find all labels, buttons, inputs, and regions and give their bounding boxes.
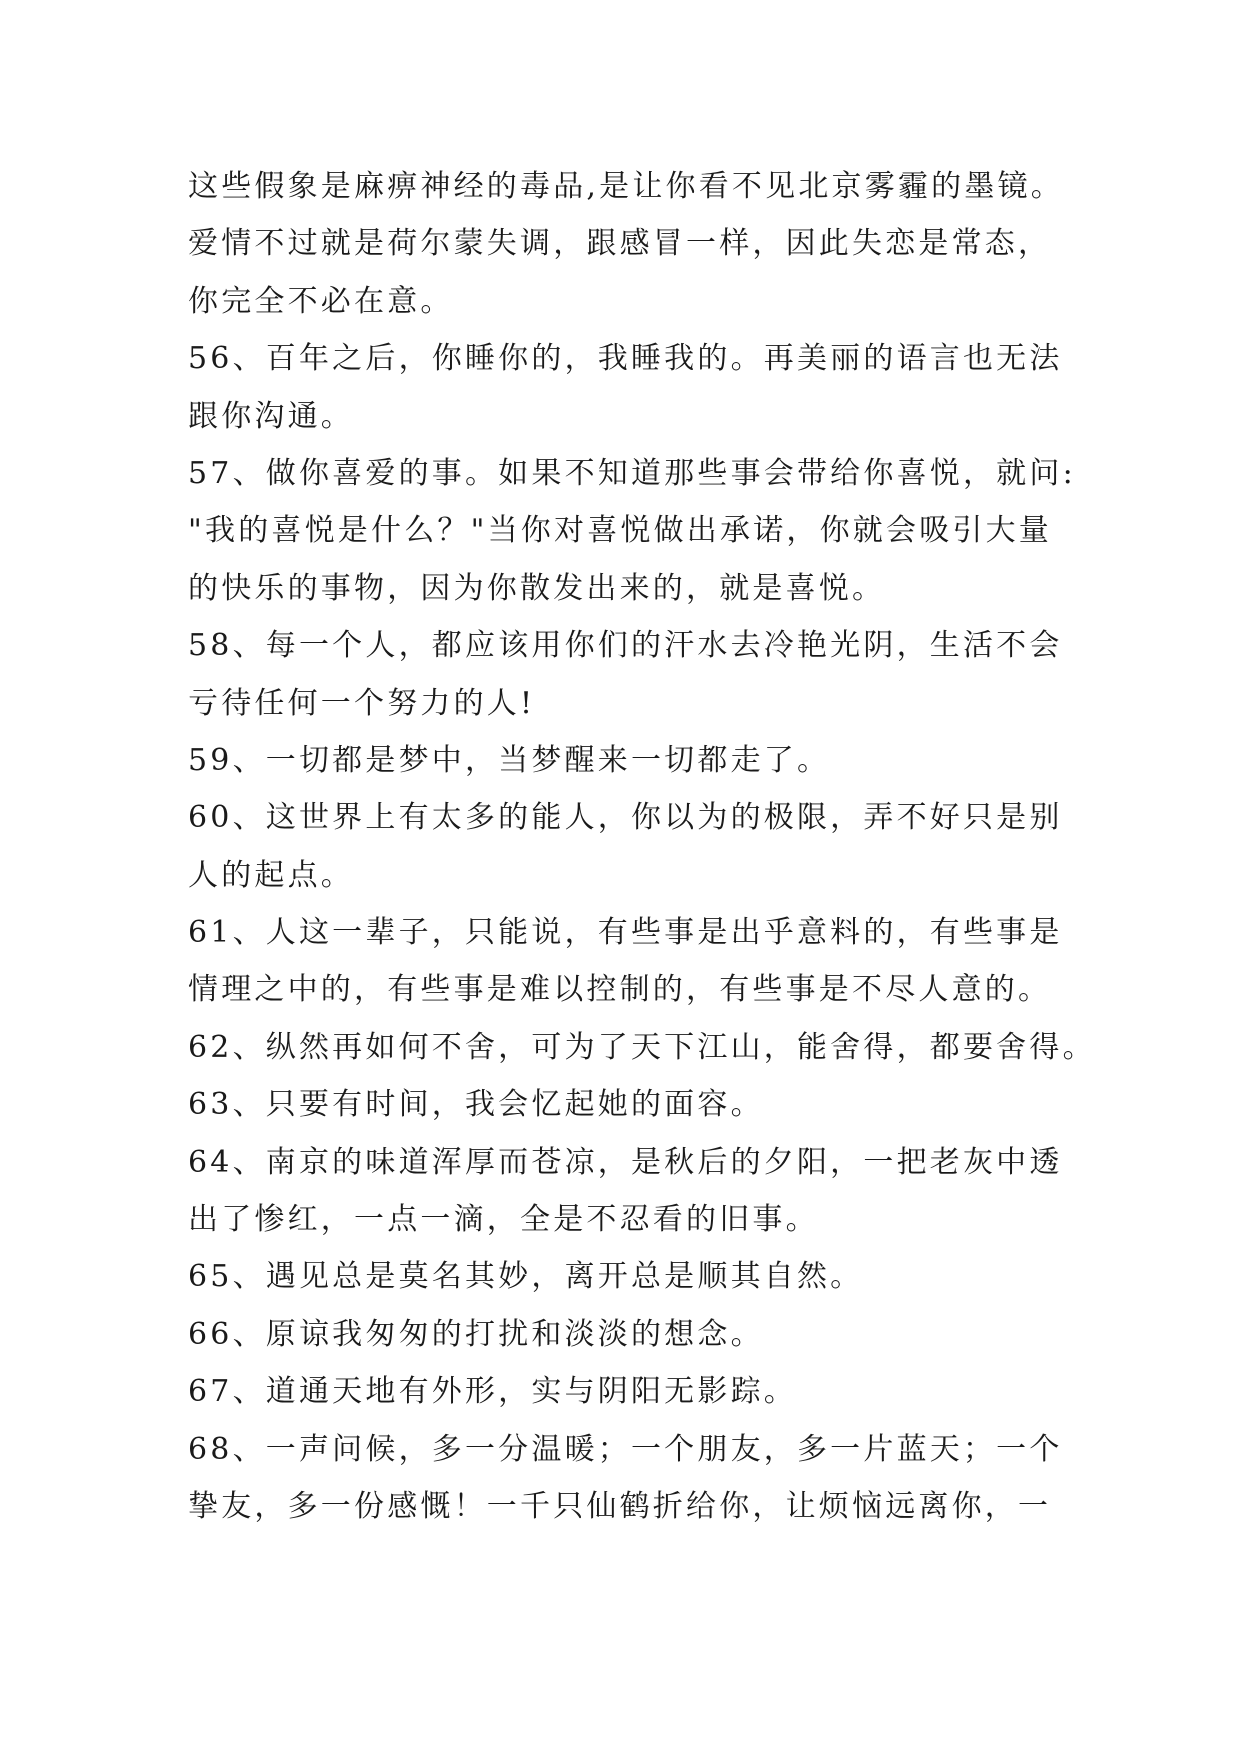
text-line: 跟你沟通。 — [188, 398, 354, 434]
text-line: 56、百年之后，你睡你的，我睡我的。再美丽的语言也无法 — [188, 341, 1063, 377]
text-line: 66、原谅我匆匆的打扰和淡淡的想念。 — [188, 1316, 764, 1352]
text-line: 62、纵然再如何不舍，可为了天下江山，能舍得，都要舍得。 — [188, 1029, 1096, 1065]
text-line: 64、南京的味道浑厚而苍凉，是秋后的夕阳，一把老灰中透 — [188, 1144, 1063, 1180]
text-line: 这些假象是麻痹神经的毒品,是让你看不见北京雾霾的墨镜。 — [188, 169, 1064, 204]
text-line: 挚友，多一份感慨！一千只仙鹤折给你，让烦恼远离你，一 — [188, 1488, 1052, 1524]
text-line: 63、只要有时间，我会忆起她的面容。 — [188, 1087, 764, 1123]
text-line: 亏待任何一个努力的人! — [188, 685, 536, 721]
document-page — [188, 158, 1096, 1535]
text-line: 情理之中的，有些事是难以控制的，有些事是不尽人意的。 — [188, 972, 1052, 1008]
text-line: 61、人这一辈子，只能说，有些事是出乎意料的，有些事是 — [188, 915, 1063, 951]
text-line: 57、做你喜爱的事。如果不知道那些事会带给你喜悦，就问: — [188, 455, 1076, 491]
text-line: "我的喜悦是什么？"当你对喜悦做出承诺，你就会吸引大量 — [188, 513, 1052, 549]
text-line: 67、道通天地有外形，实与阴阳无影踪。 — [188, 1374, 797, 1410]
text-line: 60、这世界上有太多的能人，你以为的极限，弄不好只是别 — [188, 800, 1063, 836]
text-line: 你完全不必在意。 — [188, 283, 454, 319]
text-line: 出了惨红，一点一滴，全是不忍看的旧事。 — [188, 1202, 819, 1238]
text-line: 59、一切都是梦中，当梦醒来一切都走了。 — [188, 742, 831, 778]
text-line: 65、遇见总是莫名其妙，离开总是顺其自然。 — [188, 1259, 864, 1295]
text-line: 爱情不过就是荷尔蒙失调，跟感冒一样，因此失恋是常态， — [188, 226, 1052, 262]
text-line: 人的起点。 — [188, 857, 354, 893]
text-line: 58、每一个人，都应该用你们的汗水去冷艳光阴，生活不会 — [188, 628, 1063, 664]
text-line: 的快乐的事物，因为你散发出来的，就是喜悦。 — [188, 570, 886, 606]
text-line: 68、一声问候，多一分温暖；一个朋友，多一片蓝天；一个 — [188, 1431, 1063, 1467]
